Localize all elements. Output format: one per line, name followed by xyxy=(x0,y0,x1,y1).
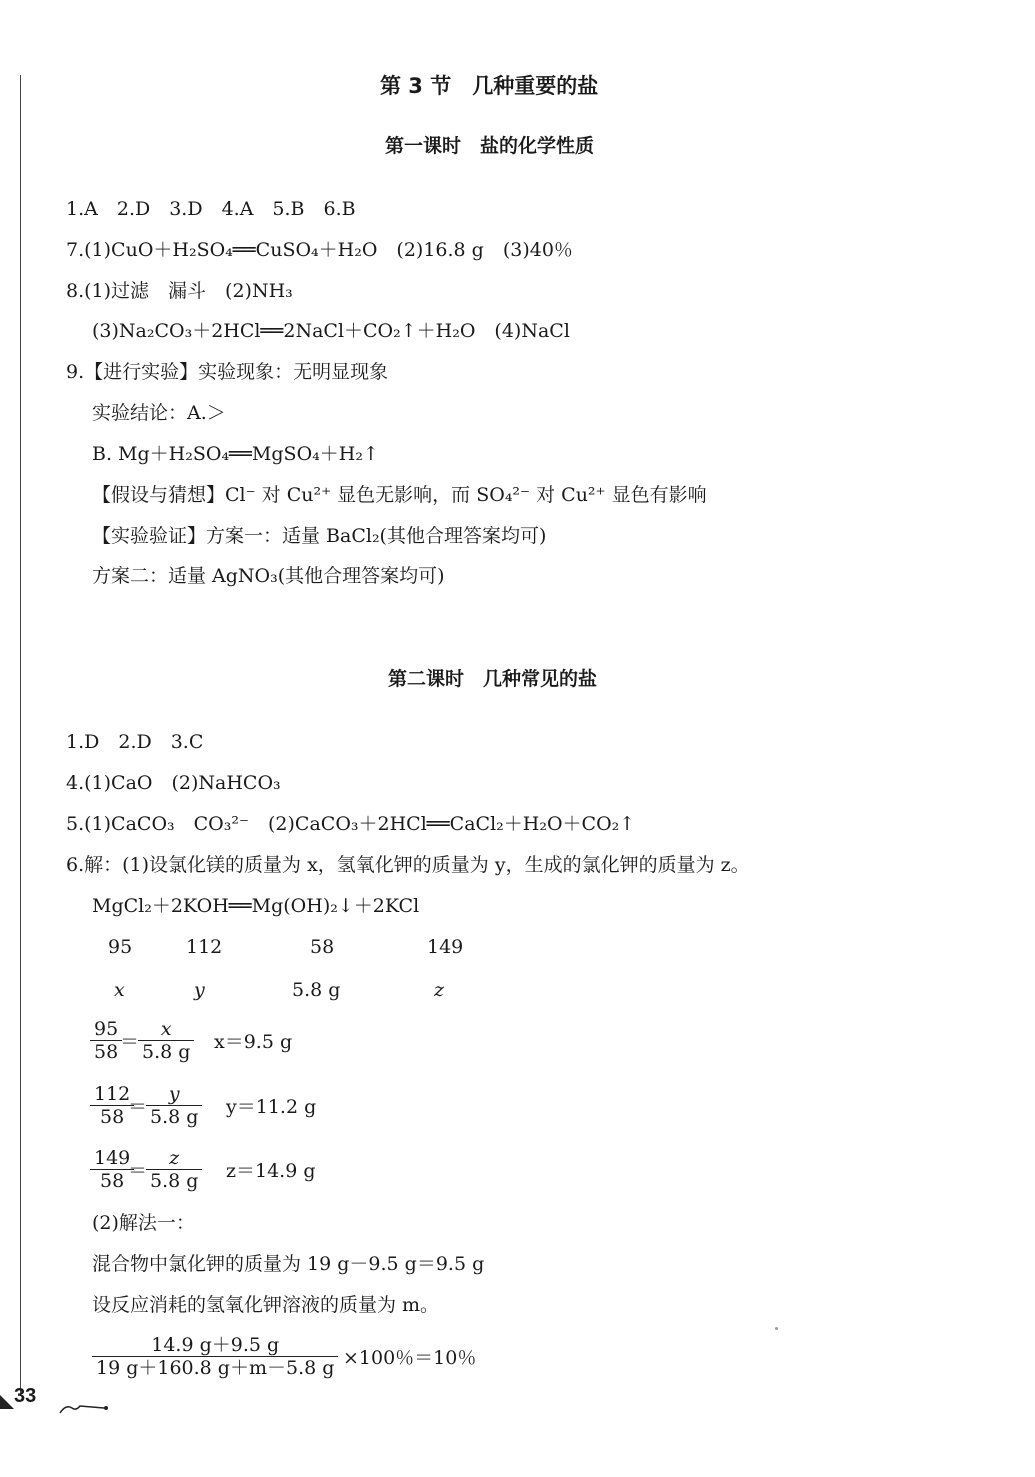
fraction-3-right: $\frac{z}{5.8 g}$ xyxy=(146,1147,202,1192)
result-z: z＝14.9 g xyxy=(226,1160,316,1182)
fraction-2-left: $\frac{112}{58}$ xyxy=(90,1083,134,1128)
answer-line-6: 6.解：(1)设氯化镁的质量为 x，氢氧化钾的质量为 y，生成的氯化钾的质量为 z。 xyxy=(66,854,750,876)
result-x: x＝9.5 g xyxy=(214,1031,293,1053)
fraction-2-right: $\frac{y}{5.8 g}$ xyxy=(146,1083,202,1128)
mass-kcl: 149 xyxy=(427,936,464,958)
var-mass-precipitate: 5.8 g xyxy=(292,979,341,1001)
answer-line-9f: 方案二：适量 AgNO₃(其他合理答案均可) xyxy=(92,565,445,587)
page-number: 33 xyxy=(14,1385,37,1407)
answer-line-9d: 【假设与猜想】Cl⁻ 对 Cu²⁺ 显色无影响，而 SO₄²⁻ 对 Cu²⁺ 显色有影响 xyxy=(92,484,707,506)
answer-line-8b: (3)Na₂CO₃＋2HCl══2NaCl＋CO₂↑＋H₂O (4)NaCl xyxy=(92,320,570,342)
answer-line-1-6: 1.A 2.D 3.D 4.A 5.B 6.B xyxy=(66,198,356,220)
solution-2-line-1: 混合物中氯化钾的质量为 19 g－9.5 g＝9.5 g xyxy=(92,1253,485,1275)
answer-line-9c: B. Mg＋H₂SO₄══MgSO₄＋H₂↑ xyxy=(92,443,379,465)
fraction-3-left: $\frac{149}{58}$ xyxy=(90,1147,134,1192)
answer-line-7: 7.(1)CuO＋H₂SO₄══CuSO₄＋H₂O (2)16.8 g (3)40％ xyxy=(66,239,573,261)
final-fraction: $\frac{14.9 g+9.5 g}{19 g+160.8 g+m-5.8 g}$ xyxy=(92,1334,338,1379)
lesson1-title: 第一课时 盐的化学性质 xyxy=(385,135,595,157)
corner-mark xyxy=(0,1395,14,1409)
fraction-1-eq: ＝ xyxy=(120,1031,140,1053)
result-y: y＝11.2 g xyxy=(226,1096,317,1118)
fraction-1-right: $\frac{x}{5.8 g}$ xyxy=(138,1018,194,1063)
reaction-equation: MgCl₂＋2KOH══Mg(OH)₂↓＋2KCl xyxy=(92,895,420,917)
mass-mgcl2: 95 xyxy=(108,936,133,958)
answer-line-4: 4.(1)CaO (2)NaHCO₃ xyxy=(66,772,281,794)
solution-2-line-2: 设反应消耗的氢氧化钾溶液的质量为 m。 xyxy=(92,1294,440,1316)
lesson2-title: 第二课时 几种常见的盐 xyxy=(388,668,598,690)
var-z: z xyxy=(434,979,445,1001)
solution-2-title: (2)解法一： xyxy=(92,1212,195,1234)
fraction-3-eq: ＝ xyxy=(128,1160,148,1182)
final-result: ×100％＝10％ xyxy=(343,1347,477,1369)
section-title: 第 3 节 几种重要的盐 xyxy=(380,74,599,98)
mass-koh: 112 xyxy=(186,936,223,958)
fraction-1-left: $\frac{95}{58}$ xyxy=(90,1018,122,1063)
page-decoration-icon xyxy=(58,1402,110,1416)
answer-line-8a: 8.(1)过滤 漏斗 (2)NH₃ xyxy=(66,280,293,302)
var-y: y xyxy=(194,979,205,1001)
answer-line-1-3: 1.D 2.D 3.C xyxy=(66,731,204,753)
answer-line-9a: 9.【进行实验】实验现象：无明显现象 xyxy=(66,361,389,383)
margin-line xyxy=(20,75,21,1395)
var-x: x xyxy=(114,979,125,1001)
fraction-2-eq: ＝ xyxy=(128,1096,148,1118)
answer-line-9e: 【实验验证】方案一：适量 BaCl₂(其他合理答案均可) xyxy=(92,525,547,547)
answer-line-9b: 实验结论：A.＞ xyxy=(92,402,226,424)
answer-line-5: 5.(1)CaCO₃ CO₃²⁻ (2)CaCO₃＋2HCl══CaCl₂＋H₂O＋CO₂↑ xyxy=(66,813,636,835)
speck xyxy=(775,1327,778,1330)
mass-mgoh2: 58 xyxy=(310,936,335,958)
